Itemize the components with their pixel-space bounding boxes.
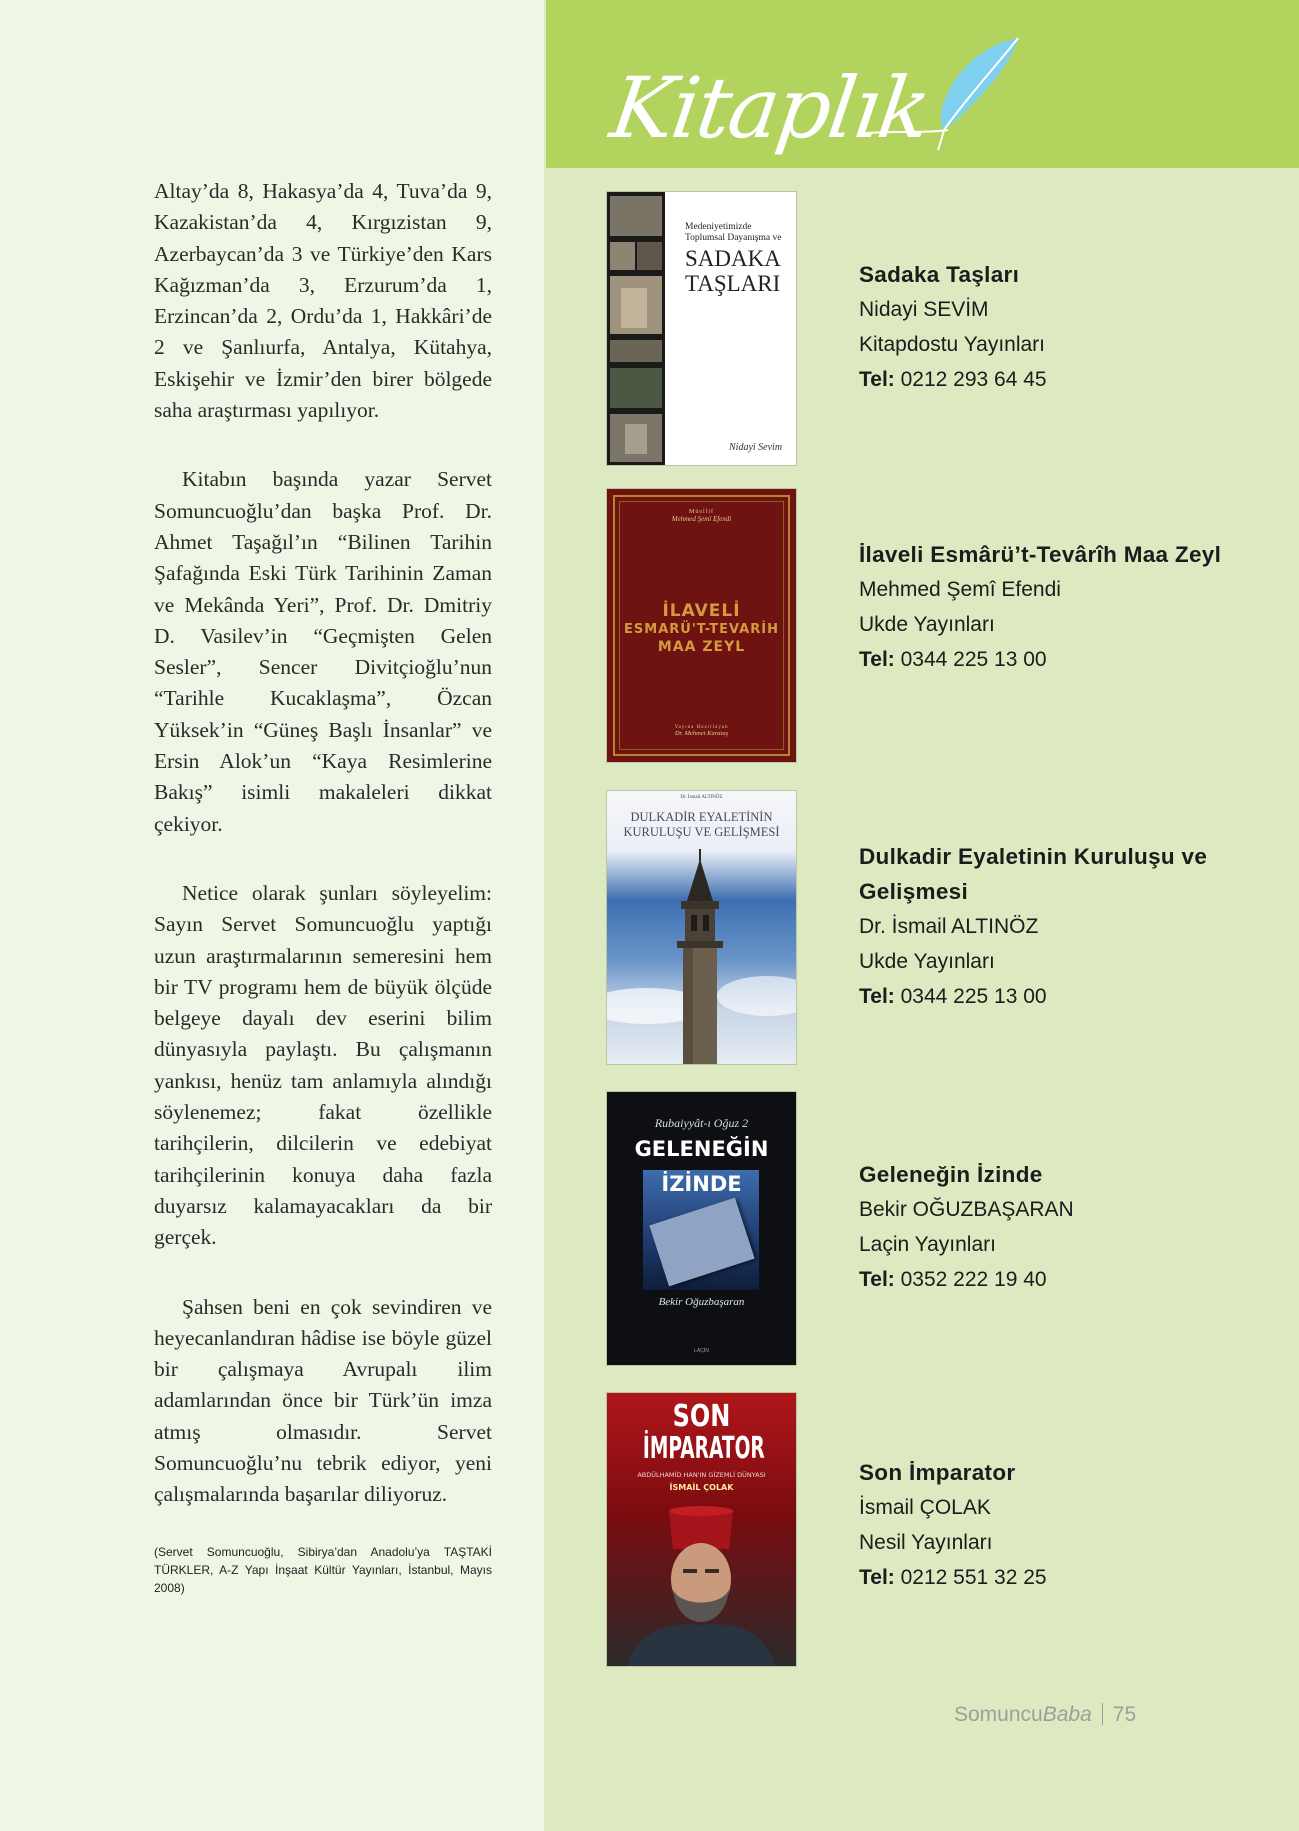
cover-text: Medeniyetimizde: [685, 222, 752, 232]
cover-title: ESMARÜ'T-TEVARİH: [624, 622, 779, 637]
phone-number: 0344 225 13 00: [894, 985, 1047, 1008]
article-source-note: (Servet Somuncuoğlu, Sibirya’dan Anadolu’ya TAŞTAKİ TÜRKLER, A-Z Yapı İnşaat Kültür Yayınları, İstanbul, Mayıs 2008): [154, 1544, 492, 1595]
cover-publisher: LAÇİN: [694, 1348, 709, 1354]
phone-number: 0352 222 19 40: [894, 1268, 1047, 1291]
cover-text: Toplumsal Dayanışma ve: [685, 233, 782, 243]
book-info: [859, 1157, 1239, 1297]
cover-title: KURULUŞU VE GELİŞMESİ: [623, 825, 780, 839]
book-title: Dulkadir Eyaletinin Kuruluşu ve Gelişmesi: [859, 844, 1208, 904]
cover-title: İLAVELİ: [662, 601, 741, 621]
cover-title: SON: [672, 1399, 731, 1434]
phone-label: Tel:: [859, 368, 895, 391]
minaret-illustration: [607, 791, 796, 1064]
book-info: [859, 1455, 1239, 1595]
phone-number: 0212 551 32 25: [894, 1566, 1047, 1589]
cover-title: DULKADİR EYALETİNİN: [630, 810, 773, 824]
cover-author: Nidayi Sevim: [729, 442, 783, 453]
portrait-illustration: [607, 1393, 796, 1666]
article-paragraph: Şahsen beni en çok sevindiren ve heyecanlandıran hâdise ise böyle güzel bir çalışmaya Avrupalı ilim adamlarından önce bir Türk’ün imza atmış olmasıdır. Servet Somuncuoğlu’nu tebrik ediyor, yeni çalışmalarında başarılar diliyoruz.: [154, 1294, 492, 1507]
book-title: Son İmparator: [859, 1460, 1016, 1485]
book-info: [859, 257, 1239, 397]
article-paragraph: Netice olarak şunları söyleyelim: Sayın Servet Somuncuoğlu yaptığı uzun araştırmalarının semeresini hem bir TV programı hem de büyük ölçüde belgeye dayalı dev eserini bilim dünyasıyla paylaştı. Bu çalışmanın yankısı, henüz tam anlamıyla alındığı söylenemez; fakat özellikle tarihçilerin, dilcilerin ve edebiyat tarihçilerinin konuya daha fazla duyarsız kalamayacakları da bir gerçek.: [154, 880, 492, 1250]
book-author: Dr. İsmail ALTINÖZ: [859, 915, 1039, 938]
cover-title: SADAKA: [685, 246, 781, 271]
book-phone: [859, 1262, 1239, 1297]
feather-icon: [848, 34, 1028, 154]
book-cover-dulkadir-eyaleti: [607, 791, 796, 1064]
cover-title: İMPARATOR: [642, 1431, 765, 1466]
book-title: İlaveli Esmârü’t-Tevârîh Maa Zeyl: [859, 542, 1222, 567]
book-author: İsmail ÇOLAK: [859, 1496, 991, 1519]
book-info: [859, 537, 1239, 677]
phone-number: 0344 225 13 00: [894, 648, 1047, 671]
book-phone: [859, 642, 1239, 677]
book-author: Mehmed Şemî Efendi: [859, 578, 1061, 601]
book-author: Nidayi SEVİM: [859, 298, 989, 321]
cover-text: Dr. Mehmet Karataş: [674, 730, 729, 737]
book-info: [859, 839, 1239, 1014]
article-paragraph: Altay’da 8, Hakasya’da 4, Tuva’da 9, Kazakistan’da 4, Kırgızistan 9, Azerbaycan’da 3 ve Türkiye’den Kars Kağızman’da 3, Erzurum’da 1, Erzincan’da 2, Ordu’da 1, Hakkâri’de 2 ve Şanlıurfa, Antalya, Kütahya, Eskişehir ve İzmir’den birer bölgede saha araştırması yapılıyor.: [154, 179, 492, 423]
phone-number: 0212 293 64 45: [894, 368, 1047, 391]
phone-label: Tel:: [859, 648, 895, 671]
book-cover-son-imparator: [607, 1393, 796, 1666]
book-author: Bekir OĞUZBAŞARAN: [859, 1198, 1074, 1221]
book-publisher: Laçin Yayınları: [859, 1233, 996, 1256]
book-phone: [859, 362, 1239, 397]
cover-text: Dr. İsmail ALTINÖZ: [680, 795, 723, 800]
footer-divider: [1102, 1703, 1103, 1725]
book-cover-sadaka-taslari: [607, 192, 796, 465]
phone-label: Tel:: [859, 985, 895, 1008]
cover-title: GELENEĞİN: [634, 1137, 769, 1161]
cover-text: Rubaiyyât-ı Oğuz 2: [654, 1116, 749, 1130]
book-publisher: Nesil Yayınları: [859, 1531, 993, 1554]
cover-title: TAŞLARI: [685, 271, 781, 296]
book-publisher: Ukde Yayınları: [859, 613, 995, 636]
cover-author: Bekir Oğuzbaşaran: [658, 1296, 745, 1308]
book-title: Geleneğin İzinde: [859, 1162, 1043, 1187]
cover-title: İZİNDE: [661, 1172, 742, 1196]
book-cover-gelenegin-izinde: [607, 1092, 796, 1365]
section-title: Kitaplık: [605, 59, 935, 157]
book-phone: [859, 979, 1239, 1014]
cover-text: Müellif: [689, 509, 714, 515]
page-footer: [954, 1703, 1136, 1727]
book-publisher: Ukde Yayınları: [859, 950, 995, 973]
book-cover-ilaveli-esmarut-tevarih: [607, 489, 796, 762]
brand-part: Somuncu: [954, 1703, 1043, 1726]
cover-author: İSMAİL ÇOLAK: [669, 1483, 734, 1492]
page-number: 75: [1112, 1703, 1137, 1726]
cover-title: MAA ZEYL: [657, 639, 746, 655]
article-text: [154, 176, 492, 1635]
phone-label: Tel:: [859, 1268, 895, 1291]
book-phone: [859, 1560, 1239, 1595]
book-title: Sadaka Taşları: [859, 262, 1020, 287]
cover-text: Yayına Hazırlayan: [674, 725, 729, 730]
magazine-brand: [954, 1703, 1092, 1726]
phone-label: Tel:: [859, 1566, 895, 1589]
cover-text: Mehmed Şemî Efendi: [671, 515, 732, 523]
article-paragraph: Kitabın başında yazar Servet Somuncuoğlu’dan başka Prof. Dr. Ahmet Taşağıl’ın “Bilinen Tarihin Şafağında Eski Türk Tarihinin Zaman ve Mekânda Yeri”, Prof. Dr. Dmitriy D. Vasilev’in “Geçmişten Gelen Sesler”, Sencer Divitçioğlu’nun “Tarihle Kucaklaşma”, Özcan Yüksek’in “Güneş Başlı İnsanlar” ve Ersin Alok’un “Kaya Resimlerine Bakış” isimli makaleleri dikkat çekiyor.: [154, 467, 492, 836]
brand-part: Baba: [1042, 1703, 1092, 1726]
cover-subtitle: ABDÜLHAMİD HAN'IN GİZEMLİ DÜNYASI: [637, 1471, 766, 1479]
book-publisher: Kitapdostu Yayınları: [859, 333, 1046, 356]
